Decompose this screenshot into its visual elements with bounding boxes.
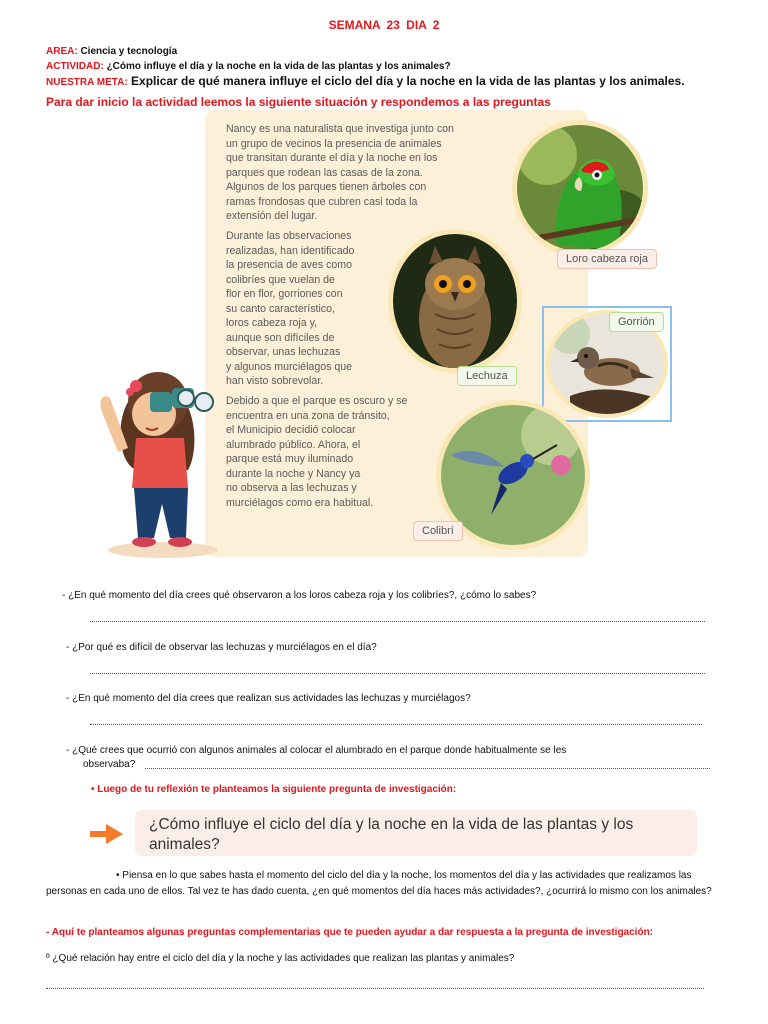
area-value: Ciencia y tecnología [80, 46, 178, 57]
answer-line-final[interactable] [46, 988, 704, 989]
complementary-intro: - Aquí te planteamos algunas preguntas complementarias que te pueden ayudar a dar respuesta a la pregunta de investigación: [46, 927, 654, 938]
parrot-photo [512, 120, 648, 256]
story-paragraph-2: Durante las observaciones realizadas, han identificado la presencia de aves como colibríes que vuelan de flor en flor, gorriones con su canto característico, loros cabeza roja y, aunque son difíciles de observar, unas lechuzas y algunos murciélagos que han visto sobrevolar. [226, 230, 355, 387]
question-4: - ¿Qué crees que ocurrió con algunos animales al colocar el alumbrado en el parque donde habitualmente se les [66, 745, 567, 756]
research-question: ¿Cómo influye el ciclo del día y la noche en la vida de las plantas y los animales? [149, 816, 634, 853]
goal-label: NUESTRA META: [46, 77, 128, 88]
area-line [46, 45, 177, 58]
question-3: - ¿En qué momento del día crees que realizan sus actividades las lechuzas y murciélagos? [66, 693, 471, 704]
girl-with-binoculars-illustration [88, 362, 238, 560]
arrow-right-icon [90, 824, 124, 849]
goal-value: Explicar de qué manera influye el ciclo del día y la noche en la vida de las plantas y los animales. [131, 74, 685, 88]
story-paragraph-3: Debido a que el parque es oscuro y se encuentra en una zona de tránsito, el Municipio decidió colocar alumbrado público. Ahora, el parque está muy iluminado durante la noche y Nancy ya no observa a las lechuzas y murciélagos como era habitual. [226, 395, 408, 509]
intro-instruction: Para dar inicio la actividad leemos la siguiente situación y respondemos a las preguntas [46, 95, 551, 109]
sparrow-label: Gorrión [609, 312, 664, 332]
answer-line-2[interactable] [90, 673, 705, 674]
answer-line-4[interactable] [145, 768, 710, 769]
owl-label: Lechuza [457, 366, 517, 386]
story-paragraph-1: Nancy es una naturalista que investiga junto con un grupo de vecinos la presencia de animales que transitan durante el día y la noche en los parques que rodean las casas de la zona. Algunos de los parques tienen árboles con ramas frondosas que cubren casi toda la extensión del lugar. [226, 123, 454, 222]
reflection-intro: • Luego de tu reflexión te planteamos la siguiente pregunta de investigación: [91, 784, 457, 795]
final-question: º ¿Qué relación hay entre el ciclo del día y la noche y las actividades que realizan las plantas y animales? [46, 953, 515, 964]
owl-photo [388, 229, 522, 373]
page-title: SEMANA 23 DIA 2 [328, 18, 440, 32]
parrot-label: Loro cabeza roja [557, 249, 657, 269]
area-label: AREA: [46, 46, 78, 57]
hummingbird-label: Colibrí [413, 521, 463, 541]
question-1: - ¿En qué momento del día crees qué observaron a los loros cabeza roja y los colibríes?, ¿cómo lo sabes? [62, 590, 537, 601]
question-4-continuation: observaba? [83, 759, 136, 770]
activity-label: ACTIVIDAD: [46, 61, 104, 72]
activity-value: ¿Cómo influye el día y la noche en la vida de las plantas y los animales? [106, 61, 451, 72]
question-2: - ¿Por qué es difícil de observar las lechuzas y murciélagos en el día? [66, 642, 377, 653]
answer-line-1[interactable] [90, 621, 705, 622]
think-paragraph: • Piensa en lo que sabes hasta el momento del ciclo del día y la noche, los momentos del día y las actividades que realizamos las personas en cada uno de ellos. Tal vez te has dado cuenta, ¿en qué momentos del día haces más actividades?, ¿ocurrirá lo mismo con los animales? [46, 870, 712, 897]
answer-line-3[interactable] [90, 724, 702, 725]
activity-line [46, 60, 451, 73]
goal-line [46, 75, 685, 89]
